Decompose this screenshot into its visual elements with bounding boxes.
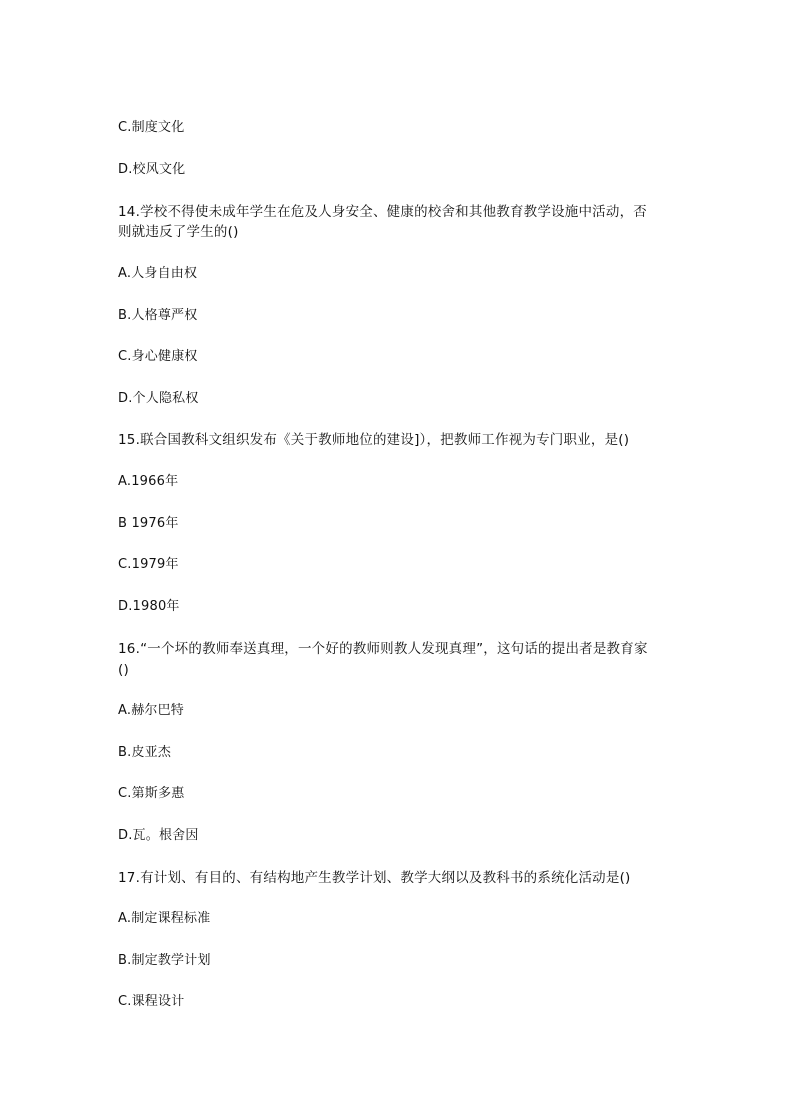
q14-stem-line1: 14.学校不得使未成年学生在危及人身安全、健康的校舍和其他教育教学设施中活动，否 [118,204,647,220]
q13-option-c: C.制度文化 [118,120,185,135]
q15-option-b: B 1976年 [118,516,179,531]
q14-stem-line2: 则就违反了学生的() [118,224,239,240]
q16-stem-line1: 16.“一个坏的教师奉送真理，一个好的教师则教人发现真理”，这句话的提出者是教育家 [118,641,648,657]
q15-option-d: D.1980年 [118,599,180,614]
q14-option-c: C.身心健康权 [118,349,198,364]
q17-option-c: C.课程设计 [118,994,185,1009]
q14-option-d: D.个人隐私权 [118,391,199,406]
q16-option-a: A.赫尔巴特 [118,703,184,718]
q15-option-c: C.1979年 [118,557,179,572]
q17-option-b: B.制定教学计划 [118,953,211,968]
q15-option-a: A.1966年 [118,474,179,489]
q13-option-d: D.校风文化 [118,162,186,177]
q17-option-a: A.制定课程标准 [118,911,211,926]
q16-stem-line2: () [118,662,129,678]
q15-stem-line1: 15.联合国教科文组织发布《关于教师地位的建设]），把教师工作视为专门职业，是() [118,432,630,448]
q14-option-a: A.人身自由权 [118,266,198,281]
q14-option-b: B.人格尊严权 [118,308,198,323]
q17-stem-line1: 17.有计划、有目的、有结构地产生教学计划、教学大纲以及教科书的系统化活动是() [118,870,631,886]
q16-option-d: D.瓦。根舍因 [118,828,199,843]
q16-option-c: C.第斯多惠 [118,786,185,801]
q16-option-b: B.皮亚杰 [118,745,172,760]
